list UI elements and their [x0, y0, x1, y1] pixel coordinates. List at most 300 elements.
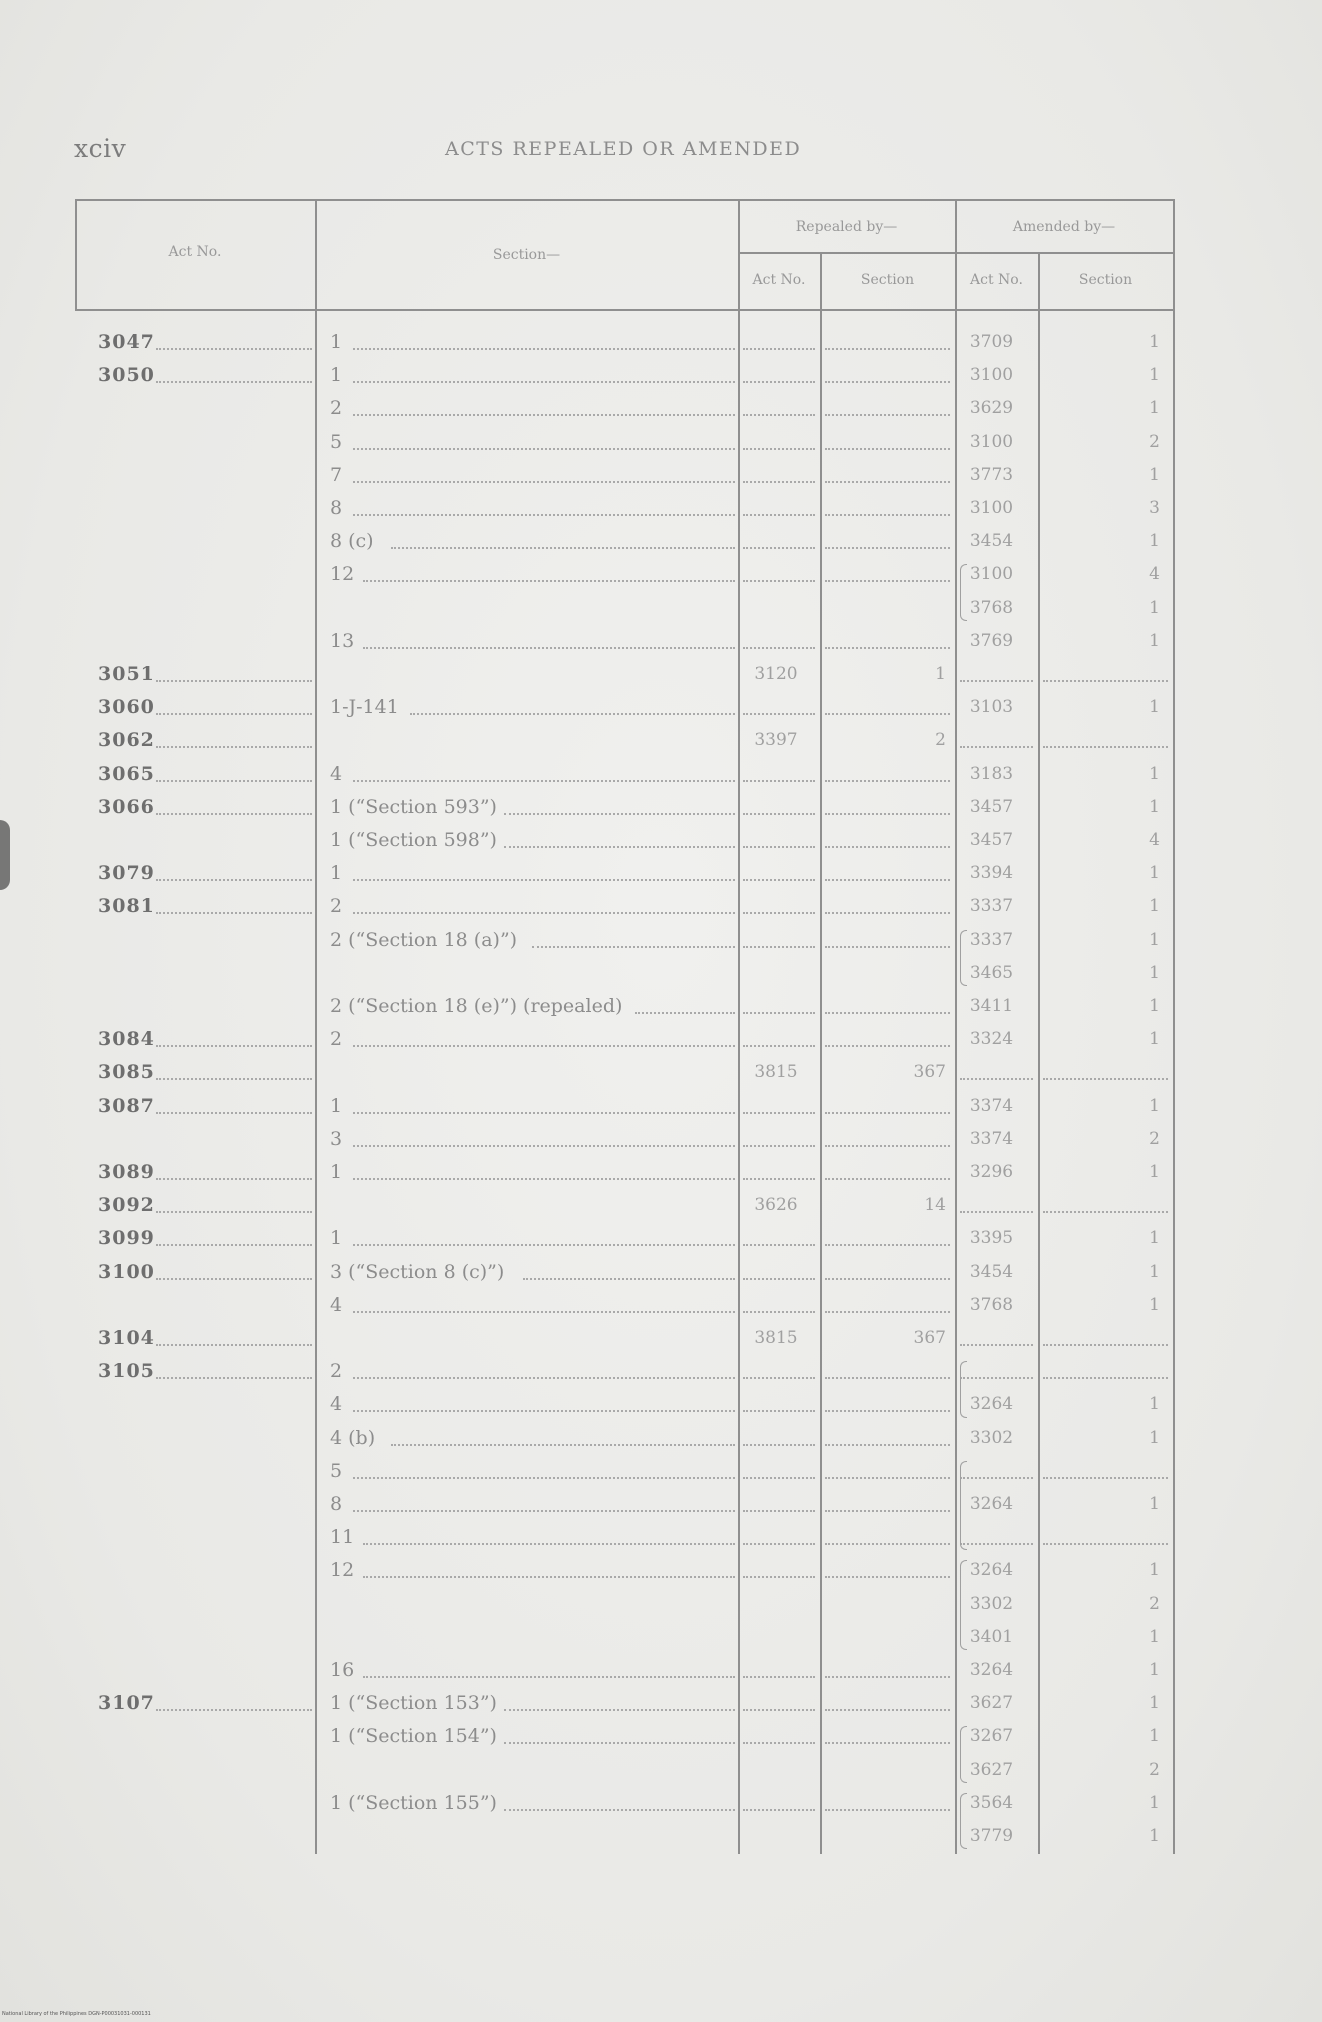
- amended-act-no: 3337: [969, 896, 1014, 917]
- leader-dots: [1043, 680, 1168, 682]
- amended-section: 2: [1149, 1759, 1160, 1780]
- section-ref: 1 (“Section 154”): [330, 1725, 497, 1748]
- leader-dots: [825, 348, 950, 350]
- repealed-section: 367: [913, 1328, 946, 1348]
- header-repealed-section: Section: [860, 272, 915, 288]
- leader-dots: [825, 912, 950, 914]
- amended-section: 1: [1149, 1427, 1160, 1448]
- amended-act-no: 3264: [969, 1394, 1014, 1415]
- leader-dots: [353, 1244, 735, 1246]
- amended-section: 2: [1149, 431, 1160, 452]
- leader-dots: [825, 1112, 950, 1114]
- leader-dots: [825, 1145, 950, 1147]
- leader-dots: [743, 1444, 815, 1446]
- leader-dots: [353, 1410, 735, 1412]
- leader-dots: [1043, 1377, 1168, 1379]
- amended-section: 1: [1149, 1826, 1160, 1846]
- act-number: 3085: [98, 1061, 155, 1084]
- leader-dots: [743, 348, 815, 350]
- amended-act-no: 3629: [969, 398, 1014, 419]
- amended-act-no: 3100: [969, 365, 1014, 386]
- leader-dots: [156, 1112, 312, 1114]
- leader-dots: [825, 1742, 950, 1744]
- amended-section: 4: [1149, 564, 1160, 585]
- leader-dots: [743, 448, 815, 450]
- act-number: 3051: [98, 663, 155, 685]
- leader-dots: [1043, 1211, 1168, 1213]
- col-rule-1: [315, 199, 317, 1854]
- leader-dots: [743, 879, 815, 881]
- leader-dots: [353, 1510, 735, 1512]
- act-number: 3087: [98, 1094, 155, 1117]
- act-number: 3062: [98, 729, 155, 752]
- leader-dots: [635, 1012, 735, 1014]
- leader-dots: [363, 1543, 735, 1545]
- amended-act-no: 3324: [969, 1029, 1014, 1050]
- leader-dots: [353, 1311, 735, 1313]
- act-number: 3099: [98, 1227, 155, 1250]
- act-number: 3105: [98, 1360, 155, 1383]
- amended-section: 1: [1149, 1162, 1160, 1182]
- leader-dots: [363, 647, 735, 649]
- amended-section: 1: [1149, 365, 1160, 386]
- act-number: 3107: [98, 1692, 155, 1715]
- leader-dots: [353, 1112, 735, 1114]
- leader-dots: [743, 1410, 815, 1412]
- amended-section: 1: [1149, 929, 1160, 950]
- amended-act-no: 3183: [969, 763, 1014, 784]
- section-ref: 2: [330, 1360, 343, 1383]
- header-amended-section: Section: [1078, 272, 1133, 288]
- leader-dots: [391, 547, 735, 549]
- amended-section: 1: [1149, 1228, 1160, 1249]
- leader-dots: [156, 713, 312, 715]
- section-ref: 1: [330, 1161, 343, 1183]
- act-number: 3084: [98, 1028, 155, 1051]
- leader-dots: [1043, 1543, 1168, 1545]
- amended-section: 1: [1149, 597, 1160, 618]
- amended-act-no: 3302: [969, 1427, 1014, 1448]
- section-ref: 1: [330, 862, 343, 885]
- scan-edge-mark: [0, 820, 10, 890]
- amended-section: 4: [1149, 830, 1160, 850]
- header-bottom-rule: [75, 309, 1175, 311]
- leader-dots: [743, 1676, 815, 1678]
- section-ref: 12: [330, 1559, 355, 1582]
- amended-act-no: 3773: [969, 464, 1014, 485]
- act-number: 3081: [98, 895, 155, 918]
- leader-dots: [353, 912, 735, 914]
- section-ref: 1 (“Section 598”): [330, 829, 497, 851]
- amended-act-no: 3395: [969, 1228, 1014, 1249]
- section-ref: 16: [330, 1659, 355, 1681]
- amended-act-no: 3627: [969, 1693, 1014, 1714]
- leader-dots: [825, 481, 950, 483]
- leader-dots: [743, 580, 815, 582]
- section-ref: 4: [330, 1293, 343, 1316]
- grouping-brace: [960, 1793, 967, 1849]
- leader-dots: [156, 912, 312, 914]
- leader-dots: [532, 946, 735, 948]
- grouping-brace: [960, 1361, 967, 1417]
- section-ref: 1 (“Section 593”): [330, 795, 497, 818]
- amended-act-no: 3411: [969, 996, 1014, 1016]
- leader-dots: [825, 414, 950, 416]
- leader-dots: [156, 381, 312, 383]
- amended-act-no: 3337: [969, 929, 1014, 950]
- act-number: 3066: [98, 795, 155, 818]
- leader-dots: [156, 1344, 312, 1346]
- leader-dots: [156, 813, 312, 815]
- leader-dots: [504, 1809, 735, 1811]
- leader-dots: [504, 1709, 735, 1711]
- leader-dots: [960, 1377, 1033, 1379]
- leader-dots: [1043, 1477, 1168, 1479]
- grouping-brace: [960, 1461, 967, 1551]
- amended-section: 1: [1149, 398, 1160, 419]
- page-number: xciv: [74, 134, 127, 163]
- leader-dots: [825, 1709, 950, 1711]
- leader-dots: [825, 846, 950, 848]
- grouping-brace: [960, 564, 967, 620]
- header-repealed-act-no: Act No.: [752, 272, 806, 288]
- leader-dots: [353, 481, 735, 483]
- grouping-brace: [960, 930, 967, 986]
- amended-section: 1: [1149, 332, 1160, 352]
- col-rule-2: [738, 199, 740, 1854]
- amended-section: 1: [1149, 630, 1160, 651]
- header-mid-rule: [738, 252, 1175, 254]
- leader-dots: [743, 1178, 815, 1180]
- amended-section: 3: [1149, 498, 1160, 518]
- amended-section: 1: [1149, 863, 1160, 884]
- leader-dots: [825, 1676, 950, 1678]
- col-rule-3: [820, 252, 822, 1854]
- leader-dots: [156, 780, 312, 782]
- section-ref: 4: [330, 1393, 343, 1416]
- leader-dots: [156, 1178, 312, 1180]
- leader-dots: [743, 1045, 815, 1047]
- act-number: 3079: [98, 862, 155, 885]
- leader-dots: [825, 1377, 950, 1379]
- leader-dots: [743, 381, 815, 383]
- amended-section: 1: [1149, 1560, 1160, 1581]
- act-number: 3060: [98, 696, 155, 719]
- leader-dots: [825, 1543, 950, 1545]
- leader-dots: [743, 414, 815, 416]
- leader-dots: [353, 381, 735, 383]
- leader-dots: [353, 1178, 735, 1180]
- leader-dots: [353, 414, 735, 416]
- amended-section: 1: [1149, 1792, 1160, 1813]
- section-ref: 11: [330, 1526, 355, 1549]
- repealed-act-no: 3120: [754, 664, 798, 684]
- col-rule-6: [1173, 199, 1175, 1854]
- amended-section: 1: [1149, 697, 1160, 718]
- amended-act-no: 3394: [969, 863, 1014, 884]
- leader-dots: [743, 1145, 815, 1147]
- leader-dots: [743, 912, 815, 914]
- leader-dots: [743, 846, 815, 848]
- amended-act-no: 3374: [969, 1095, 1014, 1116]
- amended-act-no: 3100: [969, 498, 1014, 518]
- leader-dots: [825, 580, 950, 582]
- leader-dots: [363, 1676, 735, 1678]
- leader-dots: [156, 879, 312, 881]
- section-ref: 3 (“Section 8 (c)”): [330, 1260, 505, 1283]
- repealed-section: 2: [935, 730, 946, 751]
- leader-dots: [825, 514, 950, 516]
- leader-dots: [156, 1211, 312, 1213]
- amended-section: 1: [1149, 1494, 1160, 1514]
- leader-dots: [353, 879, 735, 881]
- leader-dots: [743, 647, 815, 649]
- leader-dots: [825, 1278, 950, 1280]
- leader-dots: [156, 348, 312, 350]
- leader-dots: [825, 1510, 950, 1512]
- amended-act-no: 3264: [969, 1560, 1014, 1581]
- amended-act-no: 3454: [969, 531, 1014, 552]
- repealed-section: 1: [935, 664, 946, 684]
- leader-dots: [353, 348, 735, 350]
- act-number: 3047: [98, 331, 155, 353]
- leader-dots: [156, 1078, 312, 1080]
- leader-dots: [960, 1543, 1033, 1545]
- leader-dots: [743, 1543, 815, 1545]
- leader-dots: [391, 1444, 735, 1446]
- repealed-act-no: 3397: [754, 730, 798, 751]
- leader-dots: [156, 1045, 312, 1047]
- leader-dots: [825, 780, 950, 782]
- leader-dots: [743, 1477, 815, 1479]
- section-ref: 2 (“Section 18 (a)”): [330, 928, 518, 951]
- leader-dots: [743, 1244, 815, 1246]
- leader-dots: [353, 780, 735, 782]
- running-head: ACTS REPEALED OR AMENDED: [445, 138, 802, 160]
- leader-dots: [743, 547, 815, 549]
- amended-section: 2: [1149, 1593, 1160, 1614]
- leader-dots: [743, 1278, 815, 1280]
- leader-dots: [743, 1112, 815, 1114]
- leader-dots: [743, 1311, 815, 1313]
- amended-act-no: 3454: [969, 1261, 1014, 1282]
- amended-section: 1: [1149, 1095, 1160, 1116]
- section-ref: 1 (“Section 155”): [330, 1791, 497, 1814]
- amended-section: 1: [1149, 763, 1160, 784]
- section-ref: 2: [330, 1028, 343, 1051]
- section-ref: 1: [330, 331, 343, 353]
- col-rule-4: [955, 199, 957, 1854]
- leader-dots: [825, 1244, 950, 1246]
- amended-act-no: 3768: [969, 1294, 1014, 1315]
- leader-dots: [156, 1377, 312, 1379]
- leader-dots: [353, 1377, 735, 1379]
- amended-act-no: 3267: [969, 1726, 1014, 1747]
- table-top-rule: [75, 199, 1175, 201]
- leader-dots: [743, 1709, 815, 1711]
- section-ref: 1-J-141: [330, 696, 399, 719]
- leader-dots: [743, 1510, 815, 1512]
- grouping-brace: [960, 1560, 967, 1650]
- repealed-act-no: 3626: [754, 1195, 798, 1216]
- leader-dots: [825, 448, 950, 450]
- leader-dots: [825, 1444, 950, 1446]
- leader-dots: [825, 946, 950, 948]
- section-ref: 2: [330, 895, 343, 918]
- act-number: 3092: [98, 1194, 155, 1217]
- repealed-act-no: 3815: [754, 1062, 798, 1083]
- amended-section: 1: [1149, 1261, 1160, 1282]
- leader-dots: [504, 813, 735, 815]
- leader-dots: [825, 713, 950, 715]
- amended-act-no: 3768: [969, 597, 1014, 618]
- leader-dots: [743, 481, 815, 483]
- act-number: 3100: [98, 1260, 155, 1283]
- leader-dots: [960, 1211, 1033, 1213]
- leader-dots: [410, 713, 735, 715]
- section-ref: 1 (“Section 153”): [330, 1692, 497, 1715]
- leader-dots: [743, 780, 815, 782]
- leader-dots: [353, 1477, 735, 1479]
- amended-act-no: 3401: [969, 1626, 1014, 1647]
- amended-section: 1: [1149, 1626, 1160, 1647]
- amended-section: 1: [1149, 464, 1160, 485]
- amended-section: 1: [1149, 1294, 1160, 1315]
- leader-dots: [1043, 1078, 1168, 1080]
- leader-dots: [743, 1576, 815, 1578]
- leader-dots: [825, 547, 950, 549]
- amended-act-no: 3264: [969, 1494, 1014, 1514]
- leader-dots: [825, 1178, 950, 1180]
- scan-footer: National Library of the Philippines DGN-P00031031-000131: [2, 2011, 151, 2017]
- leader-dots: [825, 647, 950, 649]
- section-ref: 5: [330, 1459, 343, 1482]
- amended-act-no: 3296: [969, 1162, 1014, 1182]
- amended-act-no: 3457: [969, 830, 1014, 850]
- leader-dots: [156, 746, 312, 748]
- leader-dots: [156, 1709, 312, 1711]
- amended-section: 1: [1149, 1660, 1160, 1680]
- section-ref: 1: [330, 1227, 343, 1250]
- leader-dots: [363, 1576, 735, 1578]
- act-number: 3050: [98, 364, 155, 387]
- leader-dots: [353, 1145, 735, 1147]
- leader-dots: [825, 879, 950, 881]
- section-ref: 12: [330, 563, 355, 586]
- leader-dots: [363, 580, 735, 582]
- section-ref: 8 (c): [330, 530, 374, 553]
- leader-dots: [743, 514, 815, 516]
- section-ref: 4 (b): [330, 1426, 376, 1449]
- leader-dots: [156, 680, 312, 682]
- repealed-act-no: 3815: [754, 1328, 798, 1348]
- amended-act-no: 3100: [969, 431, 1014, 452]
- act-number: 3065: [98, 762, 155, 785]
- amended-act-no: 3103: [969, 697, 1014, 718]
- leader-dots: [504, 846, 735, 848]
- col-rule-5: [1038, 252, 1040, 1854]
- amended-section: 1: [1149, 962, 1160, 983]
- amended-section: 1: [1149, 1726, 1160, 1747]
- section-ref: 1: [330, 1094, 343, 1117]
- amended-section: 1: [1149, 1029, 1160, 1050]
- repealed-section: 14: [924, 1195, 946, 1216]
- section-ref: 4: [330, 762, 343, 785]
- leader-dots: [504, 1742, 735, 1744]
- leader-dots: [353, 448, 735, 450]
- leader-dots: [743, 1377, 815, 1379]
- leader-dots: [1043, 1344, 1168, 1346]
- act-number: 3104: [98, 1327, 155, 1349]
- leader-dots: [353, 514, 735, 516]
- repealed-section: 367: [913, 1062, 946, 1083]
- leader-dots: [156, 1244, 312, 1246]
- amended-section: 1: [1149, 896, 1160, 917]
- leader-dots: [743, 813, 815, 815]
- leader-dots: [825, 1477, 950, 1479]
- leader-dots: [960, 1344, 1033, 1346]
- amended-section: 1: [1149, 996, 1160, 1016]
- amended-act-no: 3709: [969, 332, 1014, 352]
- leader-dots: [960, 680, 1033, 682]
- header-amended-act-no: Act No.: [970, 272, 1023, 288]
- leader-dots: [743, 1012, 815, 1014]
- act-number: 3089: [98, 1161, 155, 1183]
- section-ref: 5: [330, 430, 343, 453]
- amended-act-no: 3374: [969, 1128, 1014, 1149]
- section-ref: 1: [330, 364, 343, 387]
- leader-dots: [825, 1809, 950, 1811]
- section-ref: 8: [330, 497, 343, 519]
- leader-dots: [825, 381, 950, 383]
- section-ref: 2: [330, 397, 343, 420]
- leader-dots: [743, 946, 815, 948]
- amended-section: 1: [1149, 531, 1160, 552]
- section-ref: 13: [330, 629, 355, 652]
- amended-act-no: 3627: [969, 1759, 1014, 1780]
- leader-dots: [825, 1576, 950, 1578]
- leader-dots: [960, 746, 1033, 748]
- section-ref: 3: [330, 1127, 343, 1150]
- section-ref: 8: [330, 1493, 343, 1515]
- amended-act-no: 3302: [969, 1593, 1014, 1614]
- leader-dots: [743, 713, 815, 715]
- section-ref: 2 (“Section 18 (e)”) (repealed): [330, 995, 623, 1017]
- section-ref: 7: [330, 463, 343, 486]
- header-section: Section—: [492, 247, 561, 263]
- amended-act-no: 3769: [969, 630, 1014, 651]
- leader-dots: [825, 1410, 950, 1412]
- leader-dots: [825, 1311, 950, 1313]
- leader-dots: [960, 1078, 1033, 1080]
- leader-dots: [743, 1742, 815, 1744]
- amended-act-no: 3264: [969, 1660, 1014, 1680]
- amended-act-no: 3457: [969, 796, 1014, 817]
- leader-dots: [1043, 746, 1168, 748]
- leader-dots: [353, 1045, 735, 1047]
- amended-act-no: 3465: [969, 962, 1014, 983]
- leader-dots: [743, 1809, 815, 1811]
- amended-section: 1: [1149, 796, 1160, 817]
- amended-act-no: 3100: [969, 564, 1014, 585]
- amended-act-no: 3779: [969, 1826, 1014, 1846]
- leader-dots: [825, 813, 950, 815]
- amended-section: 2: [1149, 1128, 1160, 1149]
- leader-dots: [825, 1045, 950, 1047]
- leader-dots: [960, 1477, 1033, 1479]
- amended-act-no: 3564: [969, 1792, 1014, 1813]
- leader-dots: [523, 1278, 735, 1280]
